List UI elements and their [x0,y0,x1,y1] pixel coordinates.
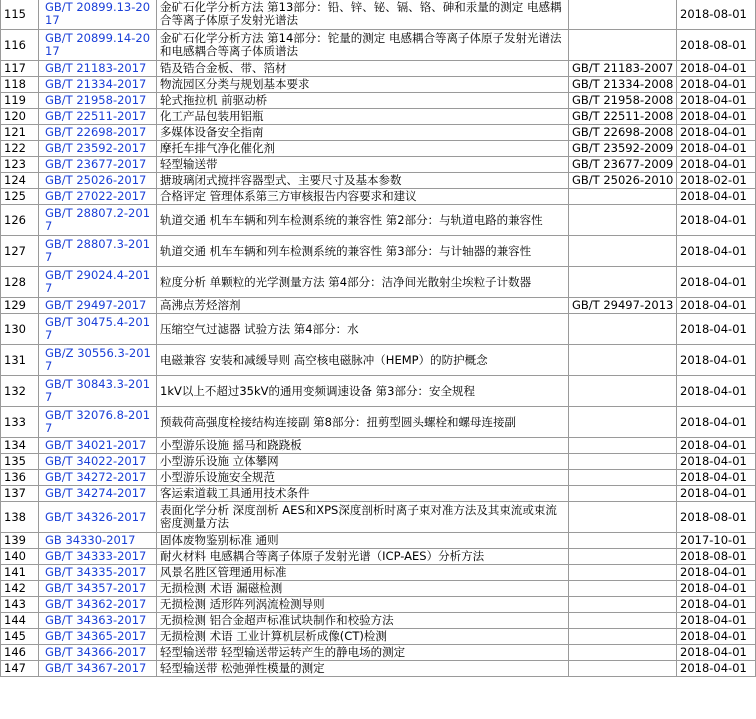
standard-title: 锆及锆合金板、带、箔材 [157,61,569,77]
table-row [1,236,756,267]
standard-code-link[interactable]: GB/T 34274-2017 [45,486,147,500]
replaced-standard [569,613,677,629]
table-row [1,189,756,205]
effective-date: 2018-04-01 [677,236,756,267]
replaced-standard [569,407,677,438]
table-row [1,613,756,629]
table-row [1,93,756,109]
replaced-standard [569,205,677,236]
replaced-standard [569,0,677,30]
standard-code-cell [39,30,157,61]
effective-date: 2018-04-01 [677,438,756,454]
effective-date: 2017-10-01 [677,533,756,549]
standard-code-link[interactable]: GB/T 32076.8-2017 [45,408,151,435]
row-number: 125 [1,189,39,205]
standards-table-body [1,0,756,677]
table-row [1,77,756,93]
row-number: 117 [1,61,39,77]
row-number: 134 [1,438,39,454]
standard-title: 压缩空气过滤器 试验方法 第4部分：水 [157,314,569,345]
table-row [1,345,756,376]
standard-title: 小型游乐设施安全规范 [157,470,569,486]
replaced-standard [569,565,677,581]
effective-date: 2018-08-01 [677,30,756,61]
table-row [1,438,756,454]
standard-code-link[interactable]: GB/T 30475.4-2017 [45,315,151,342]
standard-title: 多媒体设备安全指南 [157,125,569,141]
effective-date: 2018-04-01 [677,141,756,157]
effective-date: 2018-04-01 [677,470,756,486]
row-number: 130 [1,314,39,345]
standard-title: 化工产品包装用铝瓶 [157,109,569,125]
standard-title: 轻型输送带 松弛弹性模量的测定 [157,661,569,677]
replaced-standard: GB/T 21183-2007 [569,61,677,77]
standard-code-link[interactable]: GB/T 34363-2017 [45,613,147,627]
row-number: 122 [1,141,39,157]
standard-title: 耐火材料 电感耦合等离子体原子发射光谱（ICP-AES）分析方法 [157,549,569,565]
replaced-standard: GB/T 21958-2008 [569,93,677,109]
standard-title: 表面化学分析 深度剖析 AES和XPS深度剖析时离子束对准方法及其束流或束流密度测量方法 [157,502,569,533]
table-row [1,314,756,345]
standard-title: 搪玻璃闭式搅拌容器型式、主要尺寸及基本参数 [157,173,569,189]
standard-code-link[interactable]: GB/T 34021-2017 [45,438,147,452]
row-number: 126 [1,205,39,236]
standard-title: 轨道交通 机车车辆和列车检测系统的兼容性 第3部分：与计轴器的兼容性 [157,236,569,267]
standard-title: 小型游乐设施 摇马和跷跷板 [157,438,569,454]
standard-code-cell [39,613,157,629]
standard-code-cell [39,345,157,376]
replaced-standard [569,629,677,645]
standard-title: 风景名胜区管理通用标准 [157,565,569,581]
standard-code-cell [39,298,157,314]
replaced-standard [569,486,677,502]
table-row [1,173,756,189]
row-number: 118 [1,77,39,93]
standard-code-link[interactable]: GB/T 28807.2-2017 [45,206,151,233]
effective-date: 2018-04-01 [677,298,756,314]
row-number: 147 [1,661,39,677]
effective-date: 2018-02-01 [677,173,756,189]
standard-code-link[interactable]: GB/T 34326-2017 [45,509,147,524]
standard-title: 粒度分析 单颗粒的光学测量方法 第4部分：洁净间光散射尘埃粒子计数器 [157,267,569,298]
standard-code-cell [39,597,157,613]
effective-date: 2018-04-01 [677,157,756,173]
effective-date: 2018-04-01 [677,661,756,677]
row-number: 115 [1,0,39,30]
table-row [1,267,756,298]
standard-title: 无损检测 术语 漏磁检测 [157,581,569,597]
standard-code-cell [39,267,157,298]
replaced-standard [569,438,677,454]
standard-code-link[interactable]: GB/T 20899.13-2017 [45,0,151,27]
replaced-standard [569,645,677,661]
row-number: 145 [1,629,39,645]
replaced-standard [569,267,677,298]
row-number: 135 [1,454,39,470]
standard-code-link[interactable]: GB/T 21334-2017 [45,77,147,91]
effective-date: 2018-08-01 [677,549,756,565]
standard-title: 固体废物鉴别标准 通则 [157,533,569,549]
table-row [1,486,756,502]
standard-code-link[interactable]: GB/T 29497-2017 [45,298,147,312]
replaced-standard [569,376,677,407]
standard-code-link[interactable]: GB/T 34357-2017 [45,581,147,595]
replaced-standard: GB/T 23592-2009 [569,141,677,157]
replaced-standard [569,189,677,205]
standard-code-cell [39,565,157,581]
table-row [1,298,756,314]
standard-code-cell [39,109,157,125]
effective-date: 2018-04-01 [677,613,756,629]
standard-title: 摩托车排气净化催化剂 [157,141,569,157]
effective-date: 2018-04-01 [677,565,756,581]
effective-date: 2018-04-01 [677,486,756,502]
effective-date: 2018-04-01 [677,645,756,661]
replaced-standard [569,661,677,677]
row-number: 136 [1,470,39,486]
table-row [1,645,756,661]
effective-date: 2018-04-01 [677,61,756,77]
row-number: 123 [1,157,39,173]
standard-title: 电磁兼容 安装和减缓导则 高空核电磁脉冲（HEMP）的防护概念 [157,345,569,376]
standard-code-cell [39,189,157,205]
row-number: 133 [1,407,39,438]
standard-code-link[interactable]: GB/T 21183-2017 [45,61,147,75]
effective-date: 2018-04-01 [677,267,756,298]
standard-code-cell [39,205,157,236]
row-number: 140 [1,549,39,565]
replaced-standard [569,533,677,549]
standard-title: 预载荷高强度栓接结构连接副 第8部分：扭剪型圆头螺栓和螺母连接副 [157,407,569,438]
table-row [1,581,756,597]
row-number: 119 [1,93,39,109]
standard-title: 轮式拖拉机 前驱动桥 [157,93,569,109]
standard-title: 无损检测 铝合金超声标准试块制作和校验方法 [157,613,569,629]
standard-code-link[interactable]: GB/Z 30556.3-2017 [45,346,151,373]
standard-code-link[interactable]: GB/T 34366-2017 [45,645,147,659]
table-row [1,533,756,549]
standard-code-link[interactable]: GB/T 34022-2017 [45,454,147,468]
standard-code-cell [39,486,157,502]
effective-date: 2018-04-01 [677,345,756,376]
standard-code-link[interactable]: GB/T 23592-2017 [45,141,147,155]
replaced-standard [569,314,677,345]
replaced-standard: GB/T 29497-2013 [569,298,677,314]
standard-title: 轨道交通 机车车辆和列车检测系统的兼容性 第2部分：与轨道电路的兼容性 [157,205,569,236]
replaced-standard [569,549,677,565]
standard-code-cell [39,661,157,677]
replaced-standard [569,502,677,533]
standard-title: 物流园区分类与规划基本要求 [157,77,569,93]
standard-code-link[interactable]: GB/T 22511-2017 [45,109,147,123]
row-number: 131 [1,345,39,376]
effective-date: 2018-04-01 [677,454,756,470]
standard-code-cell [39,173,157,189]
effective-date: 2018-04-01 [677,629,756,645]
standard-title: 轻型输送带 [157,157,569,173]
replaced-standard: GB/T 23677-2009 [569,157,677,173]
standard-code-cell [39,141,157,157]
effective-date: 2018-04-01 [677,93,756,109]
standard-title: 无损检测 适形阵列涡流检测导则 [157,597,569,613]
standard-code-cell [39,549,157,565]
standard-code-link[interactable]: GB/T 28807.3-2017 [45,237,151,264]
standard-code-cell [39,454,157,470]
standard-code-link[interactable]: GB/T 25026-2017 [45,173,147,187]
replaced-standard [569,597,677,613]
table-row [1,502,756,533]
row-number: 141 [1,565,39,581]
table-row [1,141,756,157]
row-number: 139 [1,533,39,549]
replaced-standard [569,470,677,486]
replaced-standard [569,345,677,376]
standard-code-cell [39,470,157,486]
table-row [1,125,756,141]
standard-code-cell [39,533,157,549]
row-number: 132 [1,376,39,407]
effective-date: 2018-08-01 [677,0,756,30]
standard-title: 金矿石化学分析方法 第14部分：铊量的测定 电感耦合等离子体原子发射光谱法和电感耦合等离子体质谱法 [157,30,569,61]
standard-code-link[interactable]: GB/T 21958-2017 [45,93,147,107]
standard-code-link[interactable]: GB/T 34335-2017 [45,565,147,579]
row-number: 121 [1,125,39,141]
row-number: 146 [1,645,39,661]
standard-code-link[interactable]: GB/T 23677-2017 [45,157,147,171]
row-number: 144 [1,613,39,629]
effective-date: 2018-04-01 [677,581,756,597]
effective-date: 2018-04-01 [677,109,756,125]
standard-title: 无损检测 术语 工业计算机层析成像(CT)检测 [157,629,569,645]
replaced-standard: GB/T 21334-2008 [569,77,677,93]
standard-code-link[interactable]: GB/T 20899.14-2017 [45,31,151,58]
replaced-standard: GB/T 25026-2010 [569,173,677,189]
standard-code-cell [39,125,157,141]
replaced-standard [569,30,677,61]
effective-date: 2018-04-01 [677,376,756,407]
table-row [1,30,756,61]
standard-code-link[interactable]: GB/T 34333-2017 [45,549,147,563]
row-number: 137 [1,486,39,502]
effective-date: 2018-04-01 [677,314,756,345]
table-row [1,0,756,30]
replaced-standard [569,581,677,597]
standard-code-cell [39,77,157,93]
standard-code-cell [39,93,157,109]
table-row [1,376,756,407]
standard-title: 高沸点芳烃溶剂 [157,298,569,314]
standard-code-cell [39,581,157,597]
row-number: 116 [1,30,39,61]
table-row [1,454,756,470]
standard-title: 1kV以上不超过35kV的通用变频调速设备 第3部分：安全规程 [157,376,569,407]
table-row [1,407,756,438]
row-number: 143 [1,597,39,613]
row-number: 138 [1,502,39,533]
table-row [1,629,756,645]
row-number: 142 [1,581,39,597]
standard-code-link[interactable]: GB/T 34365-2017 [45,629,147,643]
row-number: 124 [1,173,39,189]
standard-title: 金矿石化学分析方法 第13部分：铅、锌、铋、镉、铬、砷和汞量的测定 电感耦合等离子体原子发射光谱法 [157,0,569,30]
standard-code-link[interactable]: GB/T 30843.3-2017 [45,377,151,404]
table-row [1,470,756,486]
replaced-standard: GB/T 22698-2008 [569,125,677,141]
standard-code-cell [39,157,157,173]
table-row [1,61,756,77]
row-number: 120 [1,109,39,125]
standard-code-cell [39,502,157,533]
standard-title: 客运索道载工具通用技术条件 [157,486,569,502]
standard-code-link[interactable]: GB/T 34272-2017 [45,470,147,484]
standard-code-link[interactable]: GB/T 34367-2017 [45,661,147,675]
effective-date: 2018-04-01 [677,407,756,438]
standard-code-cell [39,629,157,645]
standard-code-link[interactable]: GB/T 27022-2017 [45,189,147,203]
standard-code-cell [39,0,157,30]
standard-code-cell [39,407,157,438]
effective-date: 2018-04-01 [677,597,756,613]
table-row [1,565,756,581]
effective-date: 2018-04-01 [677,189,756,205]
standard-code-link[interactable]: GB/T 34362-2017 [45,597,147,611]
standard-code-link[interactable]: GB/T 29024.4-2017 [45,268,151,295]
effective-date: 2018-08-01 [677,502,756,533]
replaced-standard [569,454,677,470]
table-row [1,157,756,173]
standard-code-cell [39,645,157,661]
table-row [1,109,756,125]
standard-title: 轻型输送带 轻型输送带运转产生的静电场的测定 [157,645,569,661]
table-row [1,549,756,565]
table-row [1,597,756,613]
standard-title: 小型游乐设施 立体攀网 [157,454,569,470]
standard-code-link[interactable]: GB/T 22698-2017 [45,125,147,139]
replaced-standard [569,236,677,267]
standard-code-cell [39,438,157,454]
standard-code-cell [39,376,157,407]
effective-date: 2018-04-01 [677,205,756,236]
replaced-standard: GB/T 22511-2008 [569,109,677,125]
standard-code-cell [39,61,157,77]
standard-code-cell [39,236,157,267]
table-row [1,205,756,236]
effective-date: 2018-04-01 [677,125,756,141]
standard-code-link[interactable]: GB 34330-2017 [45,533,136,547]
row-number: 129 [1,298,39,314]
standard-title: 合格评定 管理体系第三方审核报告内容要求和建议 [157,189,569,205]
standard-code-cell [39,314,157,345]
row-number: 127 [1,236,39,267]
table-row [1,661,756,677]
effective-date: 2018-04-01 [677,77,756,93]
row-number: 128 [1,267,39,298]
